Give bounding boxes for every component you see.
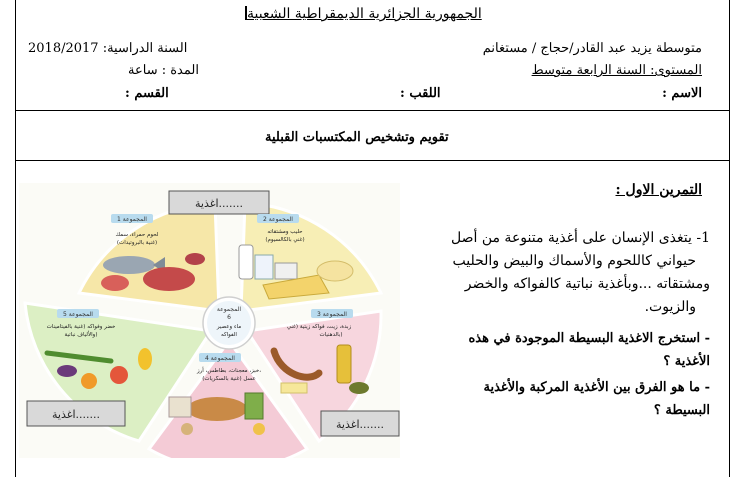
level: المستوى: السنة الرابعة متوسط (531, 63, 702, 78)
exercise-title: التمرين الاول : (615, 182, 702, 198)
divider (15, 160, 730, 161)
answer-box-top-text: اغذية....... (194, 197, 244, 210)
meat-icon (101, 275, 129, 291)
question-line: - استخرج الاغذية البسيطة الموجودة في هذه (468, 331, 710, 346)
intro-line: 1- يتغذى الإنسان على أغذية متنوعة من أصل (451, 230, 710, 246)
exercise-intro (410, 227, 710, 319)
meat-icon (143, 267, 195, 291)
group5-desc: والألياف نباتية) (64, 332, 98, 338)
group1-desc: (غنية بالبروتيدات) (116, 240, 158, 246)
group3-title: المجموعة 3 (317, 311, 347, 318)
group3-desc: بالدهنيات) (319, 332, 343, 338)
group6-number: 6 (227, 314, 231, 321)
orange-icon (81, 373, 97, 389)
group2-desc: حليب ومشتقاته (267, 229, 303, 235)
rice-pack-icon (169, 397, 191, 417)
tomato-icon (110, 366, 128, 384)
potato-icon (181, 423, 193, 435)
duration: المدة : ساعة (128, 63, 199, 78)
milk-carton-icon (255, 255, 273, 279)
bread-icon (187, 397, 247, 421)
oil-bottle-icon (337, 345, 351, 383)
name-label: الاسم : (662, 86, 702, 101)
group6-desc: الفواكه (221, 332, 237, 338)
milk-bottle-icon (239, 245, 253, 279)
group4-title: المجموعة 4 (205, 355, 235, 362)
group5-title: المجموعة 5 (63, 311, 93, 318)
food-groups-figure (19, 183, 400, 458)
school-name: متوسطة يزيد عبد القادر/حجاج / مستغانم (482, 41, 702, 56)
section-title: تقويم وتشخيص المكتسبات القبلية (265, 130, 449, 145)
pear-icon (138, 348, 152, 370)
butter-icon (281, 383, 307, 393)
group6-title: المجموعة (216, 306, 242, 313)
republic-title: الجمهورية الجزائرية الديمقراطية الشعبية (247, 6, 482, 22)
question-line: الأغذية ؟ (663, 354, 710, 369)
group5-desc: خضر وفواكه (غنية بالفيتامينات (46, 324, 116, 330)
intro-line: ومشتقاته ...وبأغذية نباتية كالفواكه والخضر (464, 276, 710, 292)
food-groups-diagram (19, 183, 400, 458)
group1-title: المجموعة 1 (117, 216, 147, 223)
section-label: القسم : (125, 86, 169, 101)
intro-line: حيواني كاللحوم والأسماك والبيض والحليب (452, 253, 696, 269)
group4-desc: عسل (غنية بالسكريات) (202, 376, 256, 382)
eggplant-icon (57, 365, 77, 377)
answer-box-left-text: اغذية....... (51, 408, 101, 421)
group6-desc: ماء وعصير (216, 324, 242, 330)
intro-line: والزيوت. (644, 299, 696, 315)
group1-desc: لحوم حمراء، سمك (115, 232, 159, 238)
group2-desc: (غني بالكالسيوم) (265, 237, 305, 243)
yogurt-icon (275, 263, 297, 279)
group3-desc: زبدة، زيت، فواكه زيتية (غني (286, 324, 352, 330)
question-line: - ما هو الفرق بين الأغذية المركبة والأغذية (483, 380, 710, 395)
group4-desc: خبز، معجنات، بطاطس، أرز، (196, 368, 262, 374)
question-2 (410, 376, 710, 422)
cheese-wheel-icon (317, 261, 353, 281)
school-year: السنة الدراسية: 2018/2017 (28, 41, 188, 56)
question-line: البسيطة ؟ (653, 403, 710, 418)
question-1 (410, 327, 710, 373)
answer-box-right-text: اغذية....... (335, 418, 385, 431)
surname-label: اللقب : (400, 86, 441, 101)
divider (15, 110, 730, 111)
pasta-box-icon (245, 393, 263, 419)
olives-icon (349, 382, 369, 394)
fish-icon (103, 256, 155, 274)
meat-icon (185, 253, 205, 265)
group2-title: المجموعة 2 (263, 216, 293, 223)
honey-jar-icon (253, 423, 265, 435)
